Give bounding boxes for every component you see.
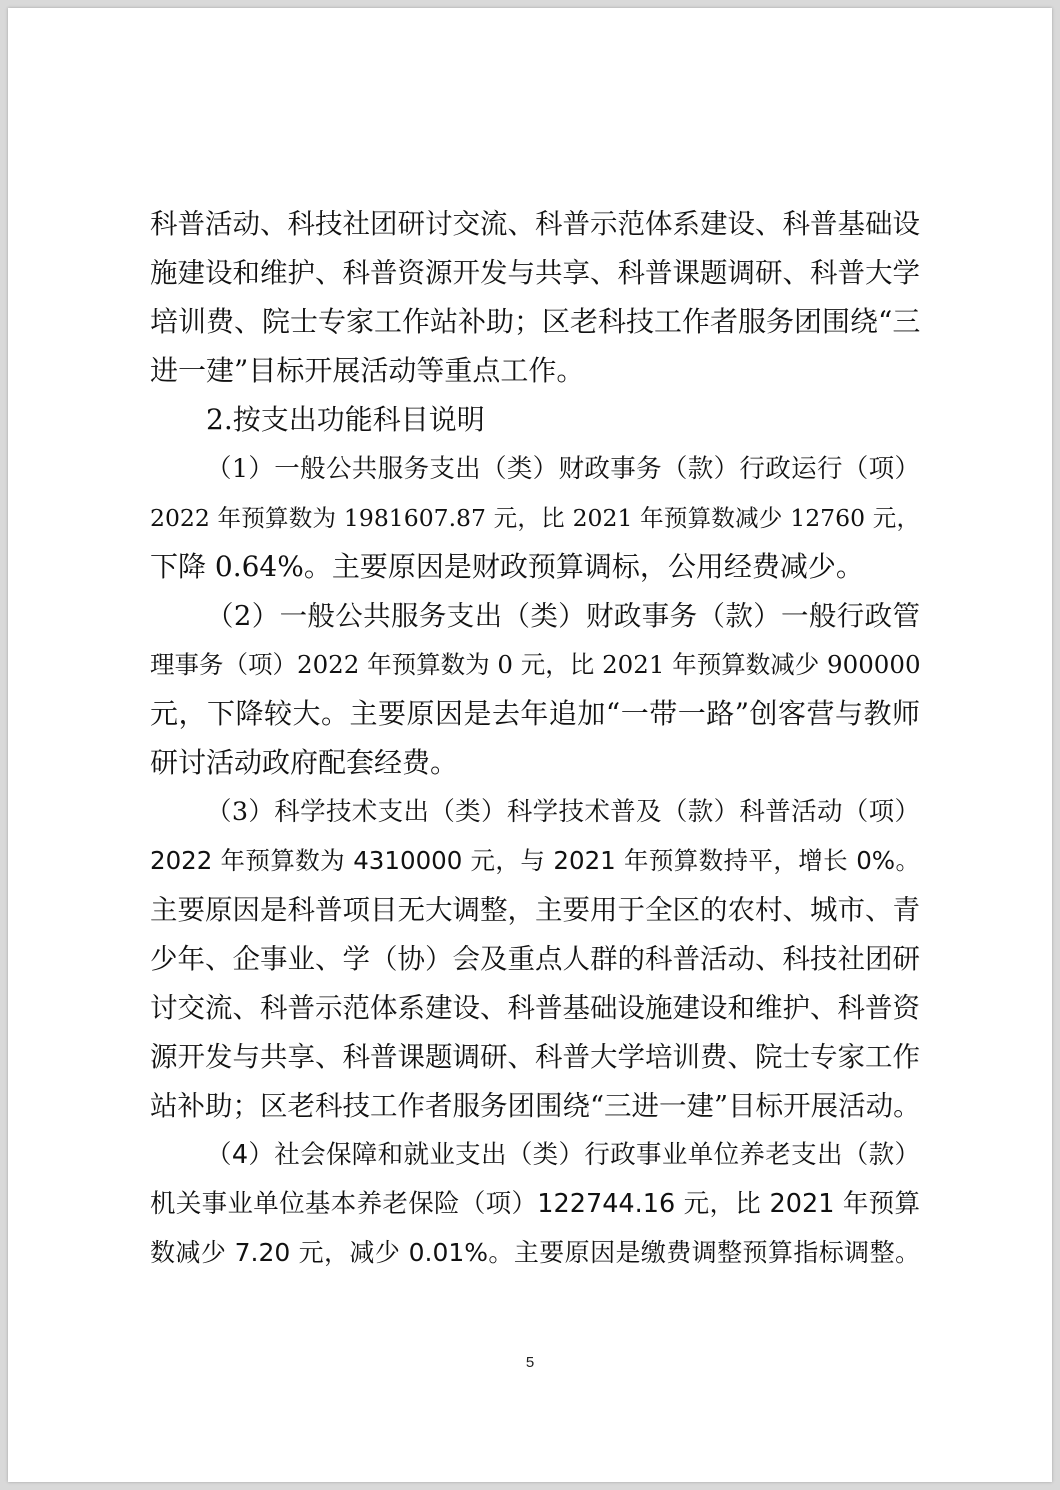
paragraph-1-line: 下降 0.64%。主要原因是财政预算调标，公用经费减少。 [150, 550, 864, 583]
paragraph-4-line: 机关事业单位基本养老保险（项）122744.16 元，比 2021 年预算 [150, 1189, 920, 1219]
paragraph-2-line: 理事务（项）2022 年预算数为 0 元，比 2021 年预算数减少 900000 [150, 650, 921, 679]
paragraph-3-line: 主要原因是科普项目无大调整，主要用于全区的农村、城市、青 [150, 894, 920, 926]
text-line: 培训费、院士专家工作站补助；区老科技工作者服务团围绕“三 [150, 305, 921, 338]
paragraph-3-line: 源开发与共享、科普课题调研、科普大学培训费、院士专家工作 [150, 1041, 920, 1073]
paragraph-3-line: 站补助；区老科技工作者服务团围绕“三进一建”目标开展活动。 [150, 1090, 921, 1122]
paragraph-3-line: 讨交流、科普示范体系建设、科普基础设施建设和维护、科普资 [150, 992, 920, 1024]
text-line: 施建设和维护、科普资源开发与共享、科普课题调研、科普大学 [150, 257, 920, 289]
paragraph-2-line: （2）一般公共服务支出（类）财政事务（款）一般行政管 [206, 600, 920, 632]
paragraph-4-line: （4）社会保障和就业支出（类）行政事业单位养老支出（款） [206, 1140, 920, 1170]
text-line: 进一建”目标开展活动等重点工作。 [150, 354, 585, 387]
paragraph-3-line: （3）科学技术支出（类）科学技术普及（款）科普活动（项） [206, 797, 920, 827]
page-number: 5 [525, 1354, 535, 1371]
paragraph-4-line: 数减少 7.20 元，减少 0.01%。主要原因是缴费调整预算指标调整。 [150, 1238, 920, 1267]
paragraph-3-line: 2022 年预算数为 4310000 元，与 2021 年预算数持平，增长 0%。 [150, 846, 920, 875]
paragraph-1-line: 2022 年预算数为 1981607.87 元，比 2021 年预算数减少 12760 元， [150, 504, 920, 532]
paragraph-2-line: 元，下降较大。主要原因是去年追加“一带一路”创客营与教师 [150, 697, 920, 730]
section-heading: 2.按支出功能科目说明 [206, 403, 485, 436]
paragraph-3-line: 少年、企事业、学（协）会及重点人群的科普活动、科技社团研 [150, 943, 920, 975]
paragraph-1-line: （1）一般公共服务支出（类）财政事务（款）行政运行（项） [206, 454, 920, 484]
paragraph-2-line: 研讨活动政府配套经费。 [150, 746, 459, 779]
text-line: 科普活动、科技社团研讨交流、科普示范体系建设、科普基础设 [150, 208, 920, 240]
